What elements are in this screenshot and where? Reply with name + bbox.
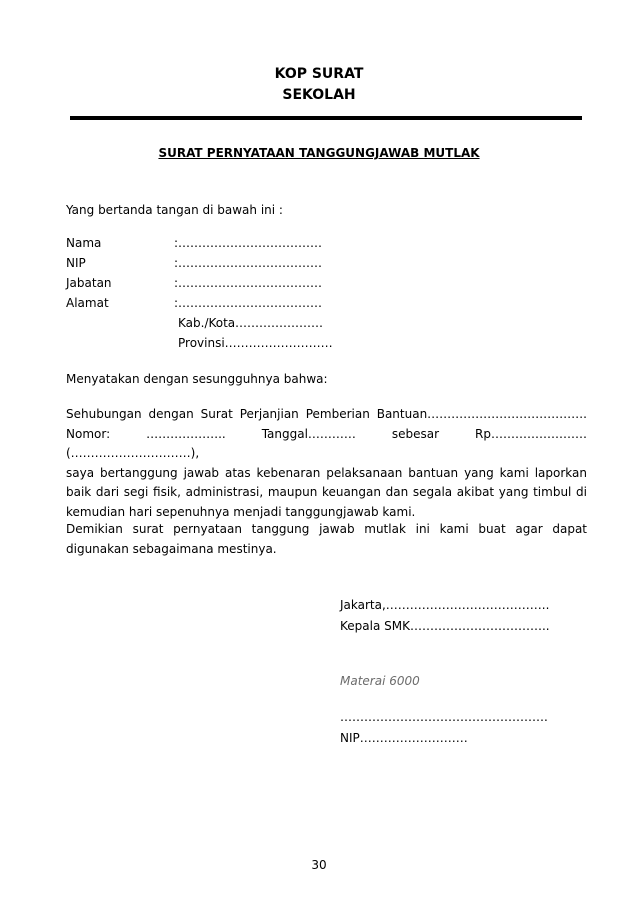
signer-position: Kepala SMK…………………………….. [340, 619, 550, 633]
field-label-jabatan: Jabatan [66, 276, 112, 290]
signer-name-line: ……………………………………………. [340, 710, 548, 724]
place-date: Jakarta,………………………………….. [340, 598, 550, 612]
address-kab-kota: Kab./Kota.………………… [178, 316, 323, 330]
field-value-nama: :……………………………… [174, 236, 323, 250]
page-number: 30 [311, 858, 327, 872]
document-title: SURAT PERNYATAAN TANGGUNGJAWAB MUTLAK [158, 146, 480, 160]
materai-stamp-note: Materai 6000 [340, 674, 420, 688]
kop-surat-line1: KOP SURAT [274, 66, 364, 82]
paragraph-responsibility [66, 405, 587, 522]
field-value-alamat: :……………………………… [174, 296, 323, 310]
paragraph2-line: Demikian surat pernyataan tanggung jawab mutlak ini kami buat agar dapat [66, 522, 587, 536]
address-provinsi: Provinsi……………………… [178, 336, 333, 350]
signer-nip: NIP……………………… [340, 731, 468, 745]
field-label-alamat: Alamat [66, 296, 109, 310]
paragraph1-line: saya bertanggung jawab atas kebenaran pelaksanaan bantuan yang kami laporkan [66, 465, 587, 480]
field-label-nama: Nama [66, 236, 102, 250]
field-label-nip: NIP [66, 256, 86, 270]
paragraph1-line: Sehubungan dengan Surat Perjanjian Pemberian Bantuan…………………………………. [66, 407, 587, 421]
paragraph1-line: kemudian hari sepenuhnya menjadi tanggungjawab kami. [66, 504, 416, 519]
paragraph-closing [66, 520, 587, 559]
intro-text: Yang bertanda tangan di bawah ini : [66, 203, 283, 217]
statement-text: Menyatakan dengan sesungguhnya bahwa: [66, 372, 328, 386]
field-value-nip: :……………………………… [174, 256, 323, 270]
paragraph1-line: baik dari segi fisik, administrasi, maupun keuangan dan segala akibat yang timbul di [66, 485, 587, 499]
field-value-jabatan: :……………………………… [174, 276, 323, 290]
paragraph1-line: Nomor: ……………….. Tanggal………… sebesar Rp…………………… (…………………………), [66, 426, 587, 460]
paragraph2-line: digunakan sebagaimana mestinya. [66, 541, 277, 556]
header-rule [70, 116, 582, 120]
kop-surat-line2: SEKOLAH [282, 87, 356, 103]
